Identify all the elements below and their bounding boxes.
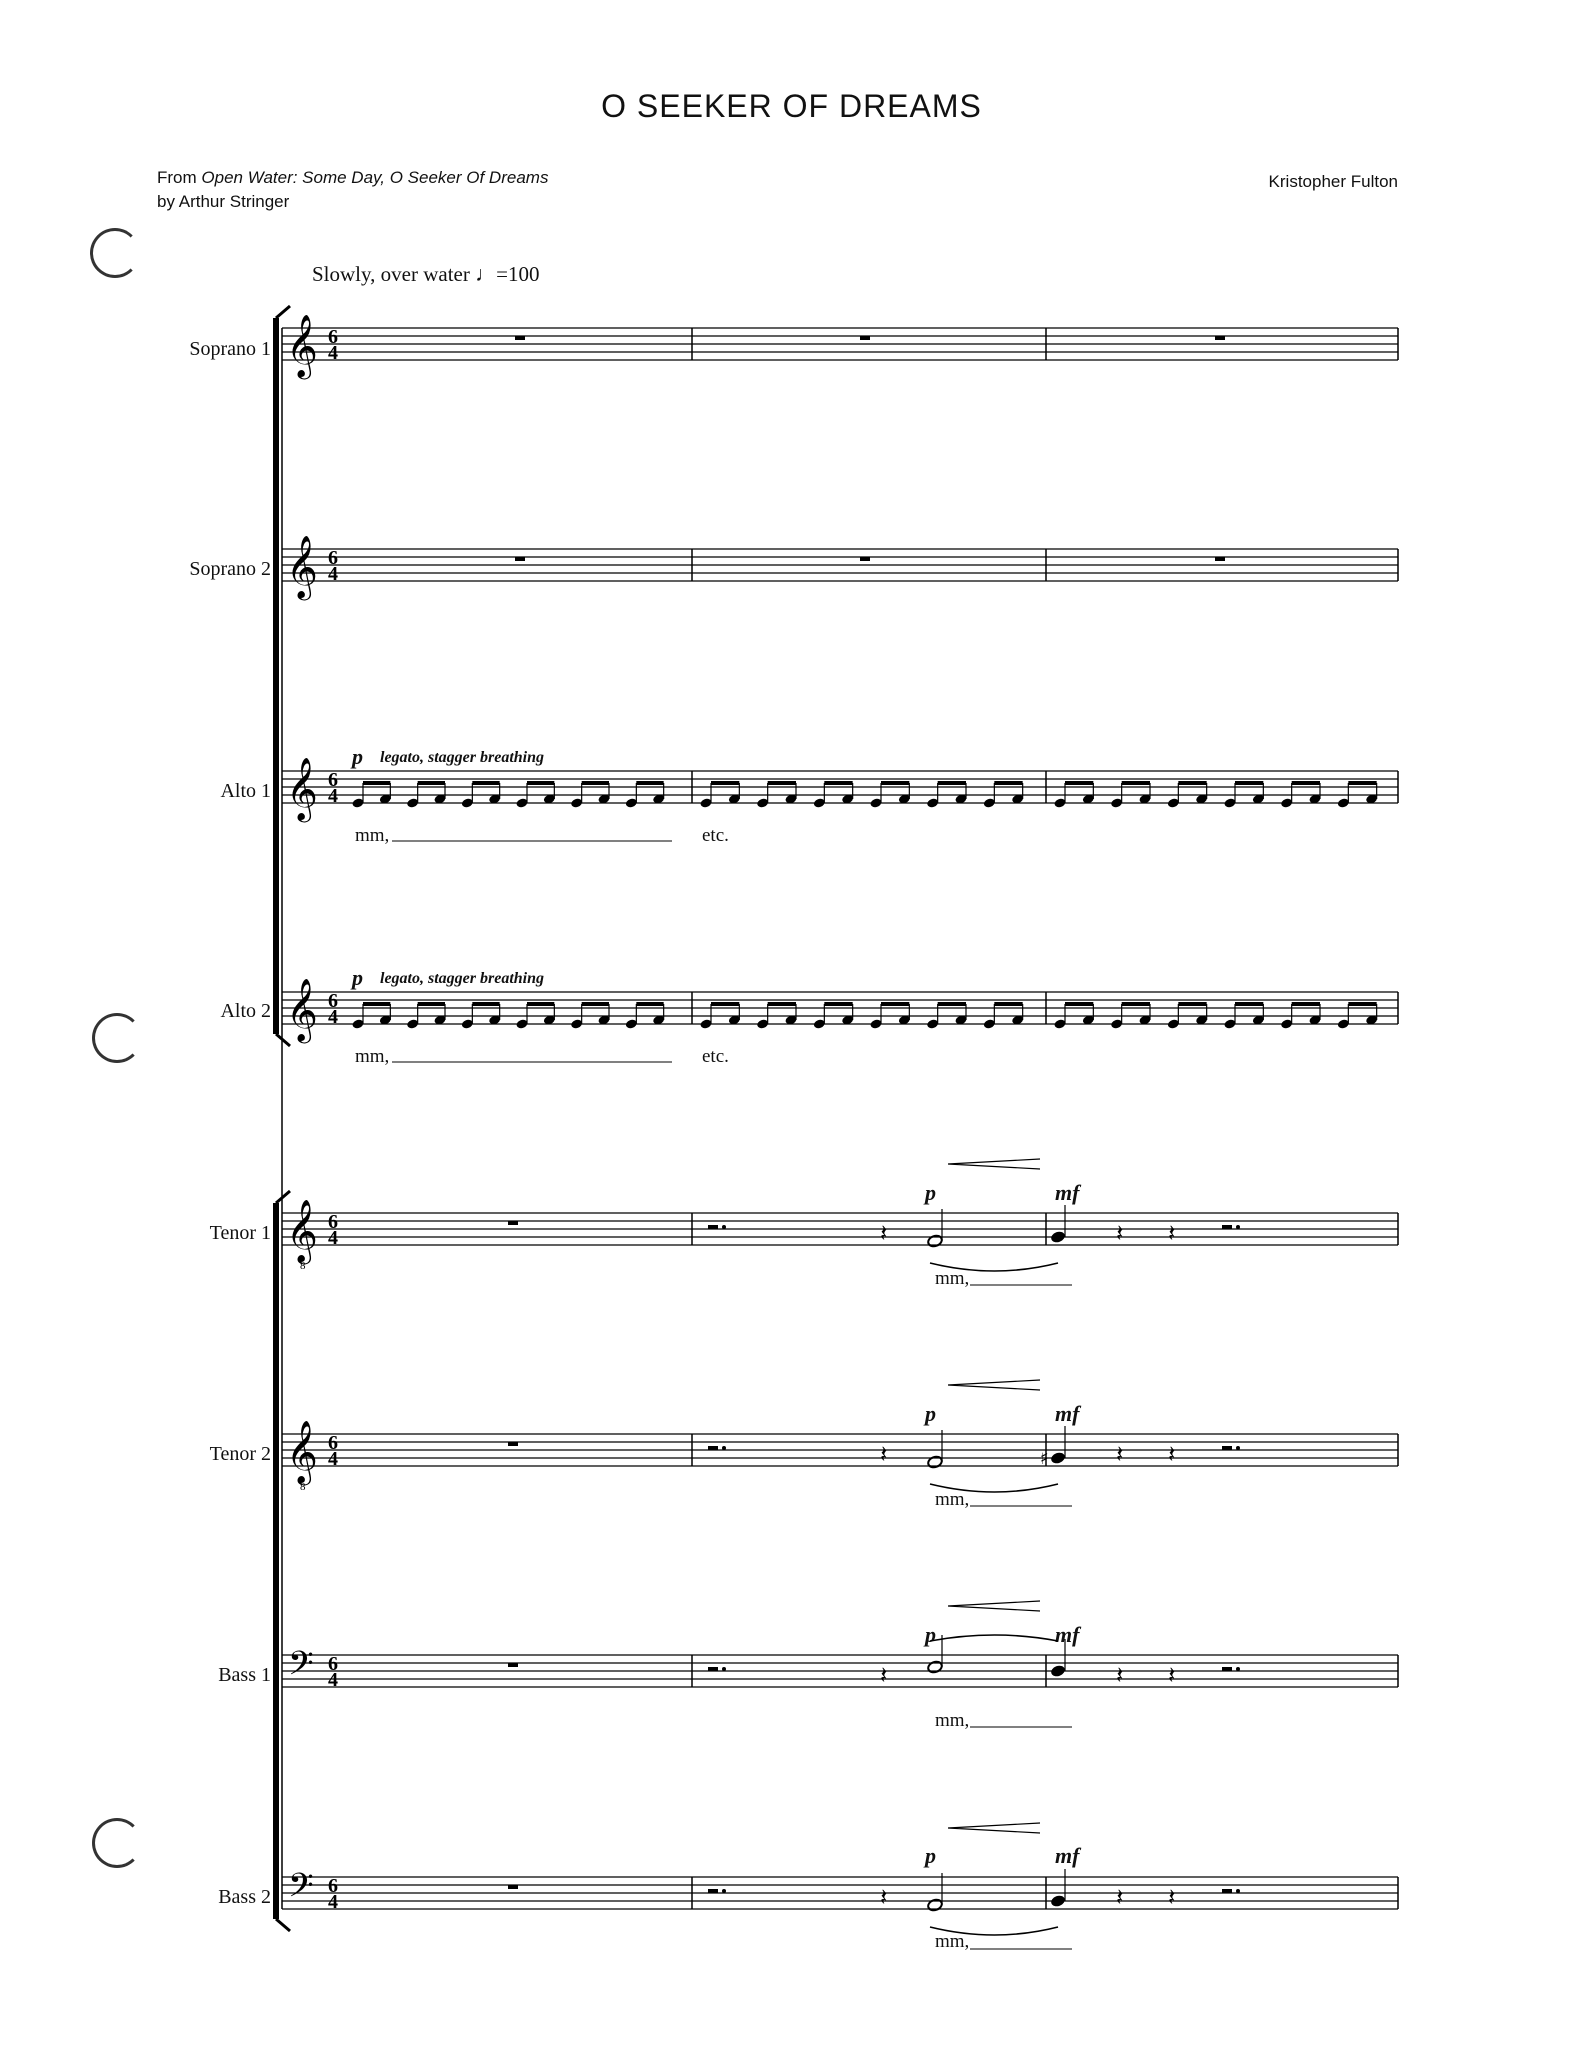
bass-2-dynamic-p: p — [925, 1843, 936, 1868]
half-rest — [708, 1446, 718, 1450]
lyricist: by Arthur Stringer — [157, 192, 290, 211]
tenor-1-lyric-mm: mm, — [935, 1268, 970, 1289]
staff-3 — [282, 757, 1398, 841]
treble-clef-icon: 𝄞 — [286, 314, 318, 377]
staff-label-tenor-1: Tenor 1 — [209, 1222, 271, 1244]
bass-clef-icon: 𝄢 — [288, 1867, 314, 1913]
alto-1-dynamic: p — [352, 744, 363, 769]
time-sig-denominator: 4 — [328, 342, 338, 364]
treble-clef-icon: 𝄞 — [286, 1420, 318, 1483]
alto-1-lyric-etc: etc. — [702, 825, 729, 846]
staff-label-alto-2: Alto 2 — [220, 1000, 271, 1022]
time-sig-denominator: 4 — [328, 1669, 338, 1691]
dot — [722, 1889, 726, 1893]
half-rest — [1222, 1889, 1232, 1893]
time-sig-denominator: 4 — [328, 1227, 338, 1249]
dot — [722, 1446, 726, 1450]
measure-rest — [508, 1885, 518, 1889]
alto-2-lyric-mm: mm, — [355, 1046, 390, 1067]
alto-2-lyric-etc: etc. — [702, 1046, 729, 1067]
staff-1 — [282, 314, 1398, 380]
measure-rest — [515, 336, 525, 340]
half-rest — [1222, 1446, 1232, 1450]
staff-label-soprano-1: Soprano 1 — [189, 338, 271, 360]
quarter-rest-icon: 𝄽 — [1116, 1219, 1124, 1247]
octave-8-marker: 8 — [300, 1260, 306, 1272]
dot — [1236, 1225, 1240, 1229]
half-rest — [1222, 1225, 1232, 1229]
bass-2-lyric-mm: mm, — [935, 1931, 970, 1952]
quarter-note — [1050, 1451, 1067, 1465]
staff-8 — [282, 1823, 1398, 1949]
half-note — [927, 1455, 944, 1469]
dot — [1236, 1667, 1240, 1671]
staff-7 — [282, 1601, 1398, 1727]
tenor-2-dynamic-p: p — [925, 1401, 936, 1426]
quarter-rest-icon: 𝄽 — [880, 1883, 888, 1911]
slur — [930, 1635, 1058, 1641]
dot — [722, 1225, 726, 1229]
alto-1-expression: legato, stagger breathing — [380, 749, 545, 766]
sharp-icon: ♯ — [1040, 1448, 1049, 1469]
crescendo-hairpin — [948, 1601, 1040, 1611]
quarter-rest-icon: 𝄽 — [880, 1440, 888, 1468]
quarter-rest-icon: 𝄽 — [1116, 1883, 1124, 1911]
time-sig-numerator: 6 — [328, 1875, 338, 1897]
quarter-rest-icon: 𝄽 — [1168, 1219, 1176, 1247]
half-note — [927, 1898, 944, 1912]
alto-2-dynamic: p — [352, 965, 363, 990]
bass-1-dynamic-mf: mf — [1055, 1622, 1080, 1647]
time-sig-numerator: 6 — [328, 1211, 338, 1233]
measure-rest — [508, 1221, 518, 1225]
time-sig-denominator: 4 — [328, 1006, 338, 1028]
crescendo-hairpin — [948, 1380, 1040, 1390]
half-rest — [1222, 1667, 1232, 1671]
staff-2 — [282, 535, 1398, 601]
staff-4 — [282, 978, 1398, 1062]
quarter-rest-icon: 𝄽 — [880, 1661, 888, 1689]
half-note — [927, 1234, 944, 1248]
measure-rest — [515, 557, 525, 561]
alto-1-lyric-mm: mm, — [355, 825, 390, 846]
treble-clef-icon: 𝄞 — [286, 978, 318, 1041]
quarter-rest-icon: 𝄽 — [1116, 1440, 1124, 1468]
tempo-value: =100 — [496, 262, 540, 286]
treble-clef-icon: 𝄞 — [286, 535, 318, 598]
staff-label-bass-1: Bass 1 — [218, 1664, 271, 1686]
time-sig-numerator: 6 — [328, 547, 338, 569]
dot — [1236, 1446, 1240, 1450]
tenor-1-dynamic-mf: mf — [1055, 1180, 1080, 1205]
measure-rest — [508, 1663, 518, 1667]
page-title: O SEEKER OF DREAMS — [601, 88, 982, 124]
quarter-rest-icon: 𝄽 — [1168, 1440, 1176, 1468]
slur — [930, 1484, 1058, 1492]
measure-rest — [1215, 336, 1225, 340]
quarter-rest-icon: 𝄽 — [1168, 1661, 1176, 1689]
staff-5 — [282, 1159, 1398, 1285]
quarter-rest-icon: 𝄽 — [1116, 1661, 1124, 1689]
octave-8-marker: 8 — [300, 1481, 306, 1493]
tempo-text: Slowly, over water — [312, 262, 470, 286]
composer: Kristopher Fulton — [1268, 172, 1398, 191]
source-work: Open Water: Some Day, O Seeker Of Dreams — [201, 168, 549, 187]
half-note — [927, 1660, 944, 1674]
treble-clef-icon: 𝄞 — [286, 1199, 318, 1262]
half-rest — [708, 1667, 718, 1671]
time-sig-denominator: 4 — [328, 1891, 338, 1913]
time-sig-denominator: 4 — [328, 563, 338, 585]
bass-clef-icon: 𝄢 — [288, 1645, 314, 1691]
crescendo-hairpin — [948, 1159, 1040, 1169]
measure-rest — [860, 557, 870, 561]
treble-clef-icon: 𝄞 — [286, 757, 318, 820]
tenor-2-dynamic-mf: mf — [1055, 1401, 1080, 1426]
staff-label-alto-1: Alto 1 — [220, 780, 271, 802]
source-prefix: From — [157, 168, 202, 187]
bass-2-dynamic-mf: mf — [1055, 1843, 1080, 1868]
quarter-note — [1050, 1230, 1067, 1244]
measure-rest — [508, 1442, 518, 1446]
quarter-rest-icon: 𝄽 — [1168, 1883, 1176, 1911]
time-sig-numerator: 6 — [328, 326, 338, 348]
time-sig-denominator: 4 — [328, 1448, 338, 1470]
time-sig-numerator: 6 — [328, 1653, 338, 1675]
staff-label-soprano-2: Soprano 2 — [189, 558, 271, 580]
bracket-lower-foot — [276, 1919, 290, 1931]
quarter-rest-icon: 𝄽 — [880, 1219, 888, 1247]
quarter-note-icon: ♩ — [475, 262, 497, 286]
bass-1-lyric-mm: mm, — [935, 1710, 970, 1731]
half-rest — [708, 1889, 718, 1893]
tenor-1-dynamic-p: p — [925, 1180, 936, 1205]
time-sig-numerator: 6 — [328, 769, 338, 791]
measure-rest — [860, 336, 870, 340]
alto-2-expression: legato, stagger breathing — [380, 970, 545, 987]
time-sig-numerator: 6 — [328, 990, 338, 1012]
quarter-note — [1050, 1664, 1067, 1678]
staff-6 — [282, 1380, 1398, 1506]
staff-label-bass-2: Bass 2 — [218, 1886, 271, 1908]
bass-1-dynamic-p: p — [925, 1622, 936, 1647]
time-sig-numerator: 6 — [328, 1432, 338, 1454]
half-rest — [708, 1225, 718, 1229]
time-sig-denominator: 4 — [328, 785, 338, 807]
dot — [1236, 1889, 1240, 1893]
crescendo-hairpin — [948, 1823, 1040, 1833]
slur — [930, 1263, 1058, 1271]
measure-rest — [1215, 557, 1225, 561]
quarter-note — [1050, 1894, 1067, 1908]
slur — [930, 1927, 1058, 1935]
staff-label-tenor-2: Tenor 2 — [209, 1443, 271, 1465]
tenor-2-lyric-mm: mm, — [935, 1489, 970, 1510]
dot — [722, 1667, 726, 1671]
